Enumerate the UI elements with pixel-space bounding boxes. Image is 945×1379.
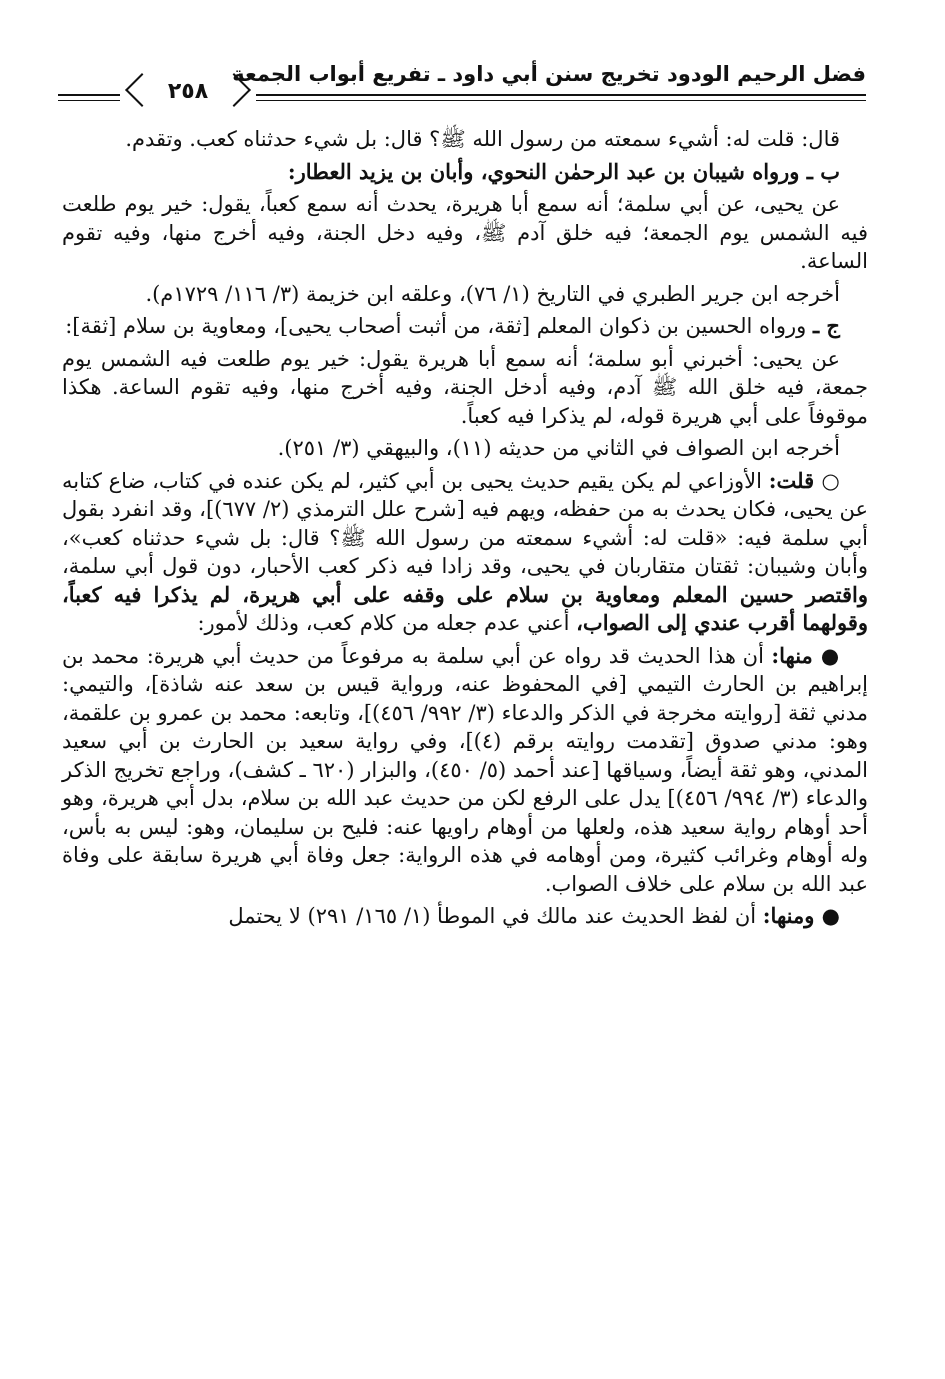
- section-heading-c: [62, 312, 868, 341]
- paragraph-1-text: قال: قلت له: أشيء سمعته من رسول الله ﷺ؟ قال: بل شيء حدثناه كعب. وتقدم.: [125, 127, 840, 151]
- paragraph-4: [62, 280, 868, 309]
- section-heading-b-text: ب ـ ورواه شيبان بن عبد الرحمٰن النحوي، وأبان بن يزيد العطار:: [287, 158, 840, 184]
- paragraph-9-lead: ● منها:: [771, 642, 840, 668]
- paragraph-7-text: أخرجه ابن الصواف في الثاني من حديثه (١١)، والبيهقي (٣/ ٢٥١).: [277, 436, 840, 460]
- paragraph-10-text: أن لفظ الحديث عند مالك في الموطأ (١/ ١٦٥/ ٢٩١) لا يحتمل: [228, 904, 757, 928]
- paragraph-8-tail: أعني عدم جعله من كلام كعب، وذلك لأمور:: [197, 611, 570, 635]
- page-number: ٢٥٨: [136, 74, 240, 108]
- header-title: فضل الرحيم الودود تخريج سنن أبي داود ـ تفريع أبواب الجمعة: [232, 62, 866, 86]
- paragraph-9: [62, 642, 868, 899]
- paragraph-3-text: عن يحيى، عن أبي سلمة؛ أنه سمع أبا هريرة، يحدث أنه سمع كعباً، يقول: خير يوم طلعت فيه الشمس يوم الجمعة؛ فيه خلق آدم ﷺ، وفيه دخل الجنة، وفيه أخرج منها، وفيه تقوم الساعة.: [62, 192, 868, 273]
- paragraph-8: [62, 467, 868, 638]
- section-heading-b: [62, 158, 868, 187]
- paragraph-6: [62, 345, 868, 431]
- section-heading-c-lead: ج ـ: [812, 313, 840, 338]
- paragraph-8-bold: واقتصر حسين المعلم ومعاوية بن سلام على وقفه على أبي هريرة، لم يذكرا فيه كعباً، وقولهما أقرب عندي إلى الصواب،: [62, 581, 868, 635]
- paragraph-1: [62, 125, 868, 154]
- paragraph-7: [62, 434, 868, 463]
- paragraph-8-lead: ○ قلت:: [768, 467, 840, 493]
- paragraph-3: [62, 190, 868, 276]
- paragraph-10-lead: ● ومنها:: [762, 903, 840, 928]
- running-header: [58, 58, 866, 108]
- paragraph-8-text: الأوزاعي لم يكن يقيم حديث يحيى بن أبي كثير، لم يكن عنده في كتاب، ضاع كتابه عن يحيى، فكان يحدث به من حفظه، ويهم فيه [شرح علل الترمذي (٢/ ٦٧٧)]، وقد انفرد بقول أبي سلمة فيه: «قلت له: أشيء سمعته من رسول الله ﷺ؟ قال: بل شيء حدثناه كعب»، وأبان وشيبان: ثقتان متقاربان في يحيى، وقد زادا فيه ذكر كعب الأحبار، دون قول أبي سلمة،: [62, 468, 868, 578]
- paragraph-9-text: أن هذا الحديث قد رواه عن أبي سلمة به مرفوعاً من حديث أبي هريرة: محمد بن إبراهيم بن الحارث التيمي [في المحفوظ عنه، ورواية قيس بن سعد عنه شاذة]، والتيمي: مدني ثقة [روايته مخرجة في الذكر والدعاء (٣/ ٩٩٢/ ٤٥٦)]، وتابعه: محمد بن عمرو بن علقمة، وهو: مدني صدوق [تقدمت روايته برقم (٤)]، وفي رواية سعيد بن الحارث بن أبي سعيد المدني، وهو ثقة أيضاً، وسياقها [عند أحمد (٥/ ٤٥٠)، والبزار (٦٢٠ ـ كشف)، وراجع تخريج الذكر والدعاء (٣/ ٩٩٤/ ٤٥٦)] يدل على الرفع لكن من حديث عبد الله بن سلام، بدل أبي هريرة، وهو أحد أوهام رواية سعيد هذه، ولعلها من أوهام راويها عنه: فليح بن سليمان، وهو: ليس به بأس، وله أوهام وغرائب كثيرة، ومن أوهامه في هذه الرواية: جعل وفاة أبي هريرة سابقة على وفاة عبد الله بن سلام على خلاف الصواب.: [62, 643, 868, 896]
- page-body: [62, 125, 868, 935]
- paragraph-10: [62, 902, 868, 931]
- paragraph-4-text: أخرجه ابن جرير الطبري في التاريخ (١/ ٧٦)، وعلقه ابن خزيمة (٣/ ١١٦/ ١٧٢٩م).: [145, 281, 840, 306]
- paragraph-6-text: عن يحيى: أخبرني أبو سلمة؛ أنه سمع أبا هريرة يقول: خير يوم طلعت فيه الشمس يوم جمعة، فيه خلق الله ﷺ آدم، وفيه أدخل الجنة، وفيه أخرج منها، وفيه تقوم الساعة. هكذا موقوفاً على أبي هريرة قوله، لم يذكرا فيه كعباً.: [62, 346, 868, 428]
- section-heading-c-text: ورواه الحسين بن ذكوان المعلم [ثقة، من أثبت أصحاب يحيى]، ومعاوية بن سلام [ثقة]:: [65, 314, 807, 338]
